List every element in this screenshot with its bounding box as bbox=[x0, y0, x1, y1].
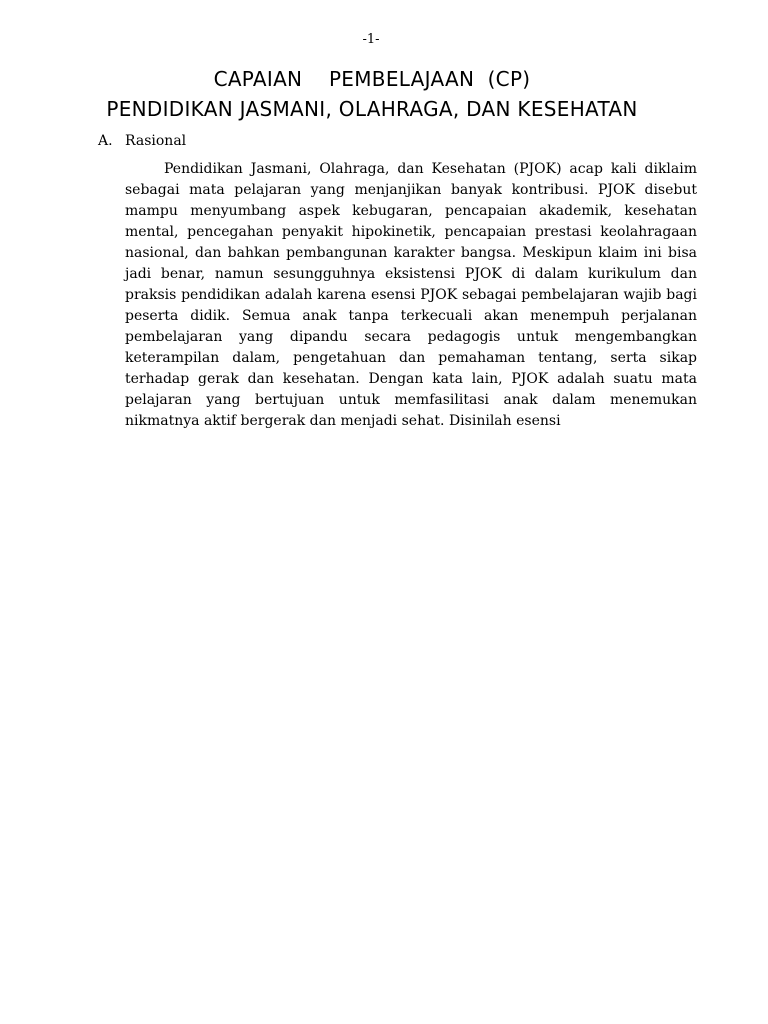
document-title: CAPAIAN PEMBELAJAAN (CP) bbox=[213, 67, 531, 91]
document-subtitle: PENDIDIKAN JASMANI, OLAHRAGA, DAN KESEHATAN bbox=[106, 97, 638, 121]
section-heading-text: Rasional bbox=[125, 133, 187, 149]
body-paragraph: Pendidikan Jasmani, Olahraga, dan Kesehatan (PJOK) acap kali diklaim sebagai mata pelajaran yang menjanjikan banyak kontribusi. PJOK disebut mampu menyumbang aspek kebugaran, pencapaian akademik, kesehatan mental, pencegahan penyakit hipokinetik, pencapaian prestasi keolahragaan nasional, dan bahkan pembangunan karakter bangsa. Meskipun klaim ini bisa jadi benar, namun sesungguhnya eksistensi PJOK di dalam kurikulum dan praksis pendidikan adalah karena esensi PJOK sebagai pembelajaran wajib bagi peserta didik. Semua anak tanpa terkecuali akan menempuh perjalanan pembelajaran yang dipandu secara pedagogis untuk mengembangkan keterampilan dalam, pengetahuan dan pemahaman tentang, serta sikap terhadap gerak dan kesehatan. Dengan kata lain, PJOK adalah suatu mata pelajaran yang bertujuan untuk memfasilitasi anak dalam menemukan nikmatnya aktif bergerak dan menjadi sehat. Disinilah esensi bbox=[125, 161, 697, 429]
section-letter: A. bbox=[98, 133, 113, 149]
section-heading bbox=[98, 133, 186, 149]
page-number: -1- bbox=[362, 32, 380, 47]
